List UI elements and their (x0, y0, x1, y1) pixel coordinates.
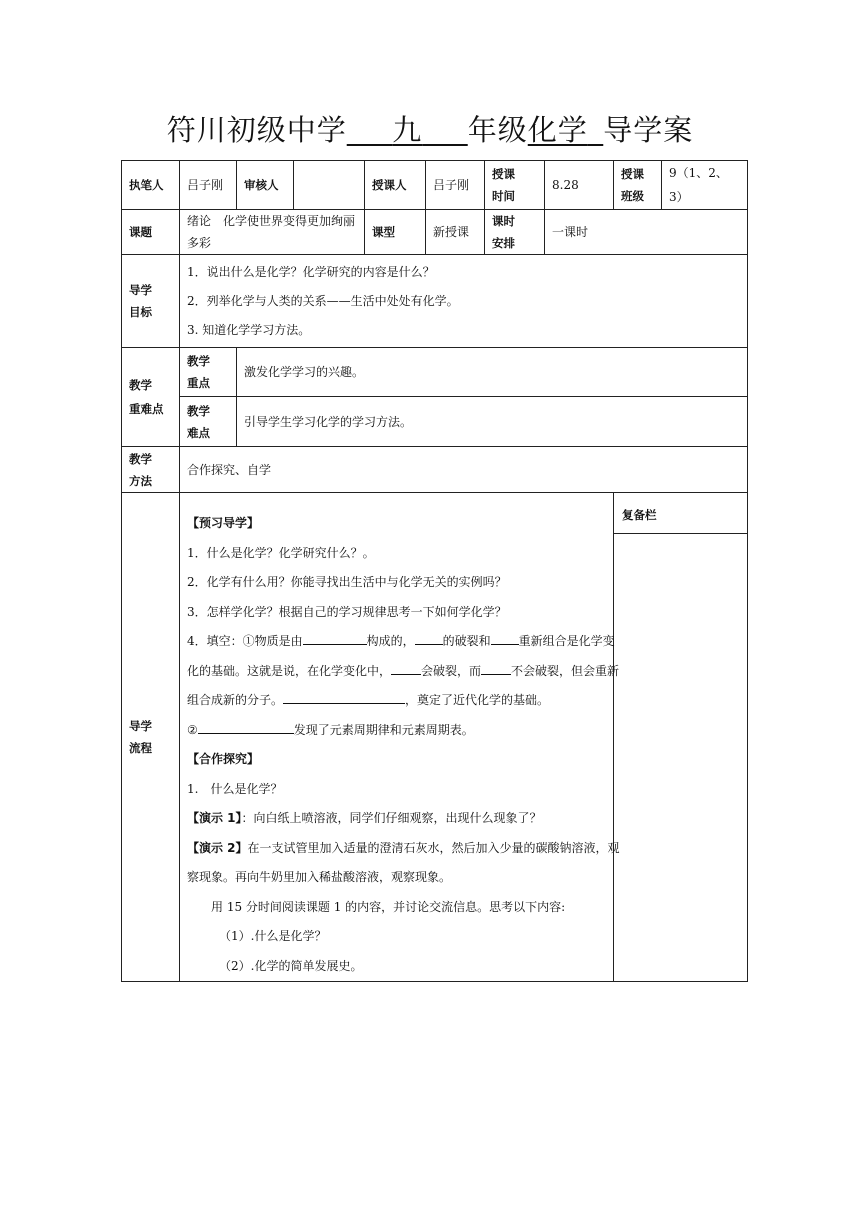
demo-2-continued: 察现象。再向牛奶里加入稀盐酸溶液，观察现象。 (187, 870, 452, 884)
preview-question: 1．什么是化学？化学研究什么？。 (187, 545, 375, 560)
blank (391, 660, 421, 675)
blank (415, 630, 443, 645)
topic-label: 课题 (122, 210, 180, 255)
fill-blank-line-3: 组合成新的分子。 ，奠定了近代化学的基础。 (187, 686, 605, 716)
reviewer-value (294, 161, 365, 210)
blank (303, 630, 367, 645)
method-value: 合作探究、自学 (180, 447, 748, 493)
blank (198, 719, 294, 734)
blank (481, 660, 511, 675)
demo-1: 【演示 1】：向白纸上喷溶液，同学们仔细观察，出现什么现象了？ (187, 811, 542, 825)
preview-question: 2．化学有什么用？你能寻找出生活中与化学无关的实例吗？ (187, 575, 507, 589)
goals-label: 导学 目标 (122, 255, 180, 348)
topic-value: 绪论 化学使世界变得更加绚丽多彩 (180, 210, 365, 255)
difficult-point-label: 教学 难点 (180, 397, 237, 447)
reading-question: （2）.化学的简单发展史。 (219, 958, 363, 973)
difficult-point-value: 引导学生学习化学的学习方法。 (237, 397, 748, 447)
reading-question: （1）.什么是化学？ (219, 929, 327, 943)
key-point-value: 激发化学学习的兴趣。 (237, 348, 748, 397)
teacher-label: 授课人 (365, 161, 426, 210)
time-value: 8.28 (545, 161, 614, 210)
flow-label: 导学 流程 (122, 493, 180, 982)
time-label: 授课 时间 (485, 161, 545, 210)
author-label: 执笔人 (122, 161, 180, 210)
cooperation-heading: 【合作探究】 (187, 752, 260, 766)
preview-heading: 【预习导学】 (187, 516, 260, 530)
fill-blank-line-1: 4．填空：①物质是由 构成的， 的破裂和 重新组合是化学变 (187, 627, 605, 657)
demo-2: 【演示 2】在一支试管里加入适量的澄清石灰水，然后加入少量的碳酸钠溶液，观 (187, 840, 620, 855)
reviewer-label: 审核人 (237, 161, 294, 210)
fill-blank-line-4: ② 发现了元素周期律和元素周期表。 (187, 716, 605, 746)
review-column (614, 493, 748, 982)
key-point-label: 教学 重点 (180, 348, 237, 397)
type-value: 新授课 (426, 210, 485, 255)
blank (283, 689, 405, 704)
fill-blank-line-2: 化的基础。这就是说，在化学变化中， 会破裂，而 不会破裂，但会重新 (187, 657, 605, 687)
review-label: 复备栏 (614, 493, 747, 534)
goal-item: 2．列举化学与人类的关系——生活中处处有化学。 (187, 293, 459, 308)
author-value: 吕子刚 (180, 161, 237, 210)
goal-item: 1．说出什么是化学？化学研究的内容是什么？ (187, 264, 435, 279)
class-value: 9（1、2、3） (662, 161, 748, 210)
preview-question: 3．怎样学化学？根据自己的学习规律思考一下如何学化学？ (187, 604, 507, 619)
blank (491, 630, 519, 645)
grade-word: 年级 (467, 113, 528, 147)
reading-task: 用 15 分时间阅读课题 1 的内容，并讨论交流信息。思考以下内容: (211, 899, 566, 914)
type-label: 课型 (365, 210, 426, 255)
hours-value: 一课时 (545, 210, 748, 255)
cooperation-question: 1. 什么是化学？ (187, 781, 283, 796)
goals-list (180, 255, 748, 348)
title-suffix: 导学案 (603, 113, 694, 147)
flow-content (180, 493, 620, 982)
subject-fill: 化学 (527, 113, 588, 147)
key-difficult-label: 教学 重难点 (122, 348, 180, 447)
document-title (0, 108, 860, 149)
school-name: 符川初级中学 (166, 113, 347, 147)
class-label: 授课 班级 (614, 161, 662, 210)
grade-fill: 九 (392, 113, 423, 147)
goal-item: 3. 知道化学学习方法。 (187, 322, 311, 337)
lesson-plan-table (121, 160, 748, 982)
hours-label: 课时 安排 (485, 210, 545, 255)
method-label: 教学 方法 (122, 447, 180, 493)
teacher-value: 吕子刚 (426, 161, 485, 210)
